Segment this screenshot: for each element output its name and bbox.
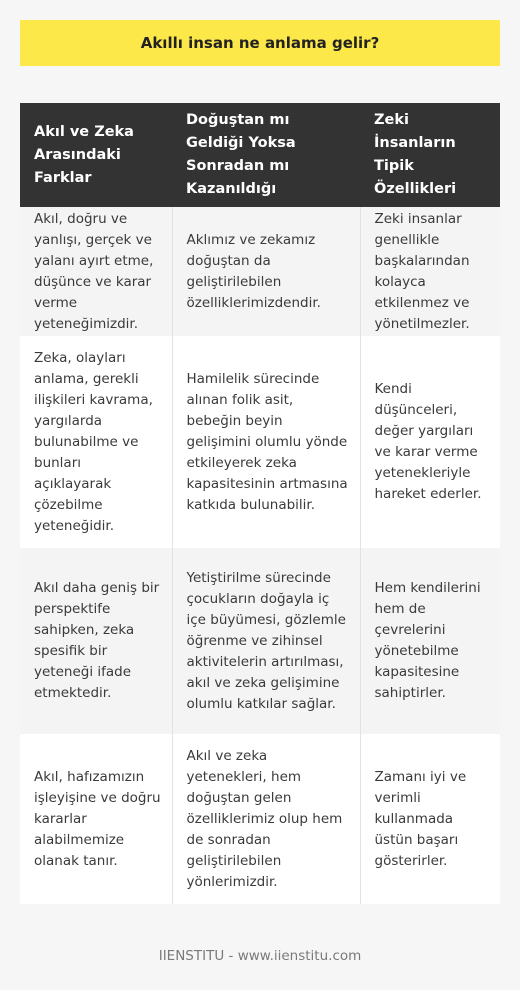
page-title: Akıllı insan ne anlama gelir? [140, 34, 380, 52]
comparison-table [20, 103, 500, 904]
table-cell: Akıl, doğru ve yanlışı, gerçek ve yalanı ayırt etme, düşünce ve karar verme yeteneğimizdir. [20, 207, 172, 336]
table-cell: Yetiştirilme sürecinde çocukların doğayla iç içe büyümesi, gözlemle öğrenme ve zihinsel aktivitelerin artırılması, akıl ve zeka gelişimine olumlu katkılar sağlar. [172, 548, 360, 734]
table-cell: Hamilelik sürecinde alınan folik asit, bebeğin beyin gelişimini olumlu yönde etkileyerek zeka kapasitesinin artmasına katkıda bulunabilir. [172, 336, 360, 548]
column-header: Akıl ve Zeka Arasındaki Farklar [20, 103, 172, 207]
table-cell: Akıl ve zeka yetenekleri, hem doğuştan gelen özelliklerimiz olup hem de sonradan geliştirilebilen yönlerimizdir. [172, 734, 360, 904]
table-cell: Akıl, hafızamızın işleyişine ve doğru kararlar alabilmemize olanak tanır. [20, 734, 172, 904]
column-header: Doğuştan mı Geldiği Yoksa Sonradan mı Kazanıldığı [172, 103, 360, 207]
column-header: Zeki İnsanların Tipik Özellikleri [360, 103, 500, 207]
table-row [20, 336, 500, 548]
table-cell: Zamanı iyi ve verimli kullanmada üstün başarı gösterirler. [360, 734, 500, 904]
table-row [20, 734, 500, 904]
table-cell: Kendi düşünceleri, değer yargıları ve karar verme yetenekleriyle hareket ederler. [360, 336, 500, 548]
table-cell: Zeki insanlar genellikle başkalarından kolayca etkilenmez ve yönetilmezler. [360, 207, 500, 336]
page-title-banner [20, 20, 500, 66]
footer-credit: IIENSTITU - www.iienstitu.com [158, 948, 362, 964]
table-row [20, 548, 500, 734]
table-row [20, 207, 500, 336]
table-cell: Akıl daha geniş bir perspektife sahipken, zeka spesifik bir yeteneği ifade etmektedir. [20, 548, 172, 734]
table-header-row [20, 103, 500, 207]
table-cell: Hem kendilerini hem de çevrelerini yönetebilme kapasitesine sahiptirler. [360, 548, 500, 734]
table-cell: Aklımız ve zekamız doğuştan da geliştirilebilen özelliklerimizdendir. [172, 207, 360, 336]
table-cell: Zeka, olayları anlama, gerekli ilişkileri kavrama, yargılarda bulunabilme ve bunları açıklayarak çözebilme yeteneğidir. [20, 336, 172, 548]
